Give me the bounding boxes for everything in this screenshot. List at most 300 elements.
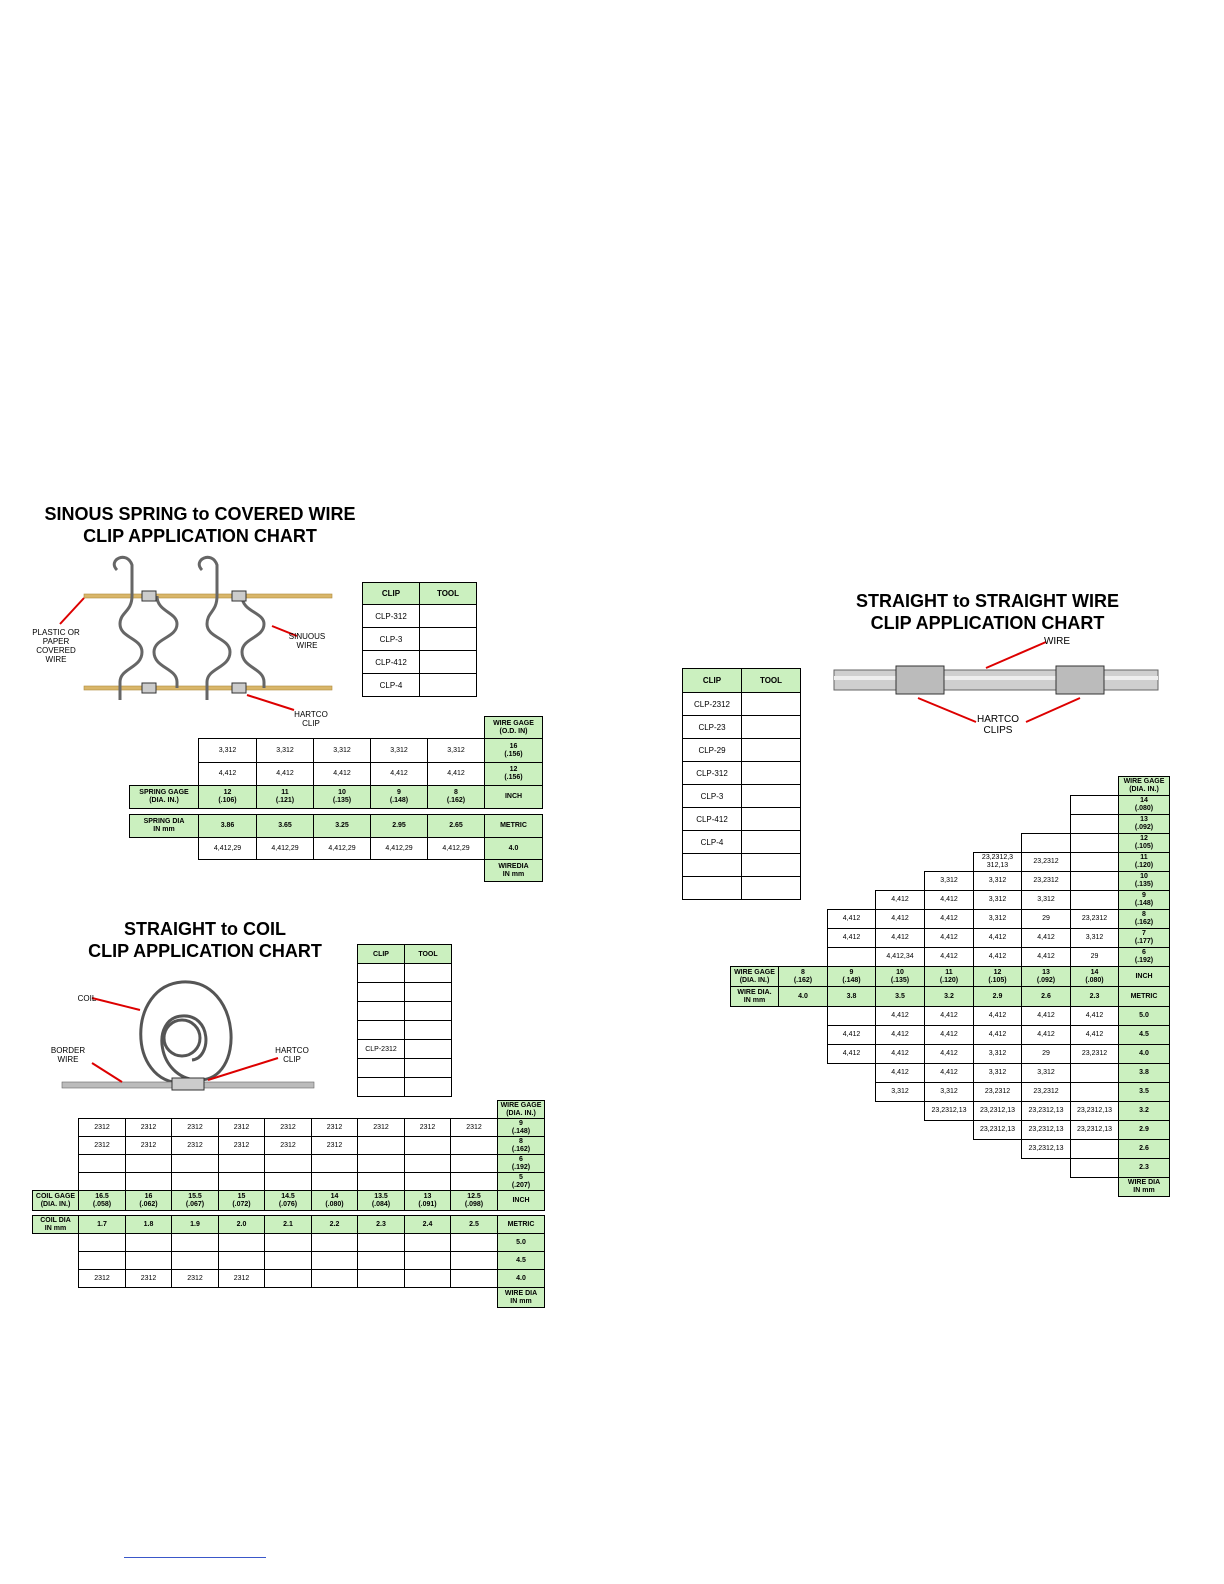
grid-cell: 23,2312,13 — [925, 1102, 974, 1121]
spring-dia-label: SPRING DIA IN mm — [130, 815, 199, 838]
grid-cell — [828, 1007, 876, 1026]
wire-gage-cell: 11 (.120) — [925, 967, 974, 987]
grid-cell: 23,2312 — [1071, 1045, 1119, 1064]
grid-cell: 3,312 — [428, 739, 485, 763]
tool-header: TOOL — [742, 669, 801, 693]
sinuous-wire-label: SINUOUS WIRE — [288, 632, 326, 650]
tool-cell — [420, 605, 477, 628]
grid-cell: 23,2312,13 — [1022, 1121, 1071, 1140]
grid-cell: 4,412,34 — [876, 948, 925, 967]
grid-cell — [358, 1137, 405, 1155]
straight-grid-row — [731, 891, 1170, 910]
clip-cell — [358, 1078, 405, 1097]
grid-cell — [405, 1270, 451, 1288]
grid-cell: 4,412,29 — [314, 838, 371, 860]
wire-gage-cell: 9 (.148) — [828, 967, 876, 987]
coil-hartco-clip-label: HARTCO CLIP — [275, 1046, 309, 1064]
straight-title — [840, 590, 1135, 634]
wire-gage-label: WIRE GAGE (DIA. IN.) — [731, 967, 779, 987]
spring-dia-cell: 2.65 — [428, 815, 485, 838]
sinous-title — [40, 503, 360, 547]
wire-dia-footer: WIRE DIA IN mm — [1119, 1178, 1170, 1197]
grid-cell: 4,412 — [314, 763, 371, 786]
wire-gage-cell: 8 (.162) — [779, 967, 828, 987]
grid-cell: 4,412 — [876, 1064, 925, 1083]
coil-gage-cell: 16 (.062) — [126, 1191, 172, 1211]
grid-cell: 4,412 — [876, 891, 925, 910]
grid-cell: 23,2312 — [1071, 910, 1119, 929]
straight-grid-row — [731, 929, 1170, 948]
clip-cell: CLP-29 — [683, 739, 742, 762]
grid-cell — [405, 1155, 451, 1173]
metric-label: METRIC — [1119, 987, 1170, 1007]
straight-grid-row — [731, 834, 1170, 853]
grid-cell: 23,2312 — [1022, 1083, 1071, 1102]
grid-cell: 2312 — [126, 1137, 172, 1155]
coil-dia-label: COIL DIA IN mm — [33, 1216, 79, 1234]
tool-cell — [742, 716, 801, 739]
wire-gage-cell: 14 (.080) — [1071, 967, 1119, 987]
clip-cell: CLP-312 — [363, 605, 420, 628]
grid-cell: 3,312 — [974, 891, 1022, 910]
grid-cell — [126, 1252, 172, 1270]
grid-cell: 2312 — [265, 1119, 312, 1137]
tool-cell — [742, 739, 801, 762]
wire-gage-cell: 6 (.192) — [1119, 948, 1170, 967]
grid-cell: 2312 — [126, 1119, 172, 1137]
coil-dia-cell: 2.5 — [451, 1216, 498, 1234]
tool-cell — [420, 651, 477, 674]
covered-wire-label: PLASTIC OR PAPER COVERED WIRE — [32, 628, 80, 664]
grid-cell: 4,412 — [974, 1007, 1022, 1026]
clip-cell — [358, 1002, 405, 1021]
tool-header: TOOL — [420, 583, 477, 605]
wire-dia-cell: 2.3 — [1119, 1159, 1170, 1178]
coil-dia-cell: 2.0 — [219, 1216, 265, 1234]
metric-label: METRIC — [498, 1216, 545, 1234]
grid-cell — [172, 1173, 219, 1191]
straight-grid-row — [731, 1159, 1170, 1178]
grid-cell: 4,412 — [199, 763, 257, 786]
straight-grid-row — [731, 872, 1170, 891]
wire-gage-cell: 9 (.148) — [1119, 891, 1170, 910]
grid-cell: 4,412 — [974, 1026, 1022, 1045]
grid-cell — [126, 1234, 172, 1252]
grid-cell: 4,412 — [257, 763, 314, 786]
sinous-grid — [129, 716, 543, 882]
wire-dia-cell: 3.8 — [1119, 1064, 1170, 1083]
wire-dia-label: WIRE DIA. IN mm — [731, 987, 779, 1007]
wire-gage-cell: 10 (.135) — [876, 967, 925, 987]
inch-label: INCH — [485, 786, 543, 809]
grid-cell: 3,312 — [1071, 929, 1119, 948]
grid-cell — [451, 1137, 498, 1155]
clip-cell — [358, 1021, 405, 1040]
grid-cell: 23,2312,13 — [974, 1121, 1022, 1140]
tool-cell — [405, 1059, 452, 1078]
straight-grid-row — [731, 1121, 1170, 1140]
grid-cell: 4,412 — [1071, 1007, 1119, 1026]
clip-cell: CLP-2312 — [683, 693, 742, 716]
grid-cell — [79, 1252, 126, 1270]
grid-cell: 23,2312 — [1022, 853, 1071, 872]
grid-cell — [312, 1270, 358, 1288]
grid-cell — [1071, 853, 1119, 872]
wire-gage-header: WIRE GAGE (O.D. IN) — [485, 717, 543, 739]
coil-dia-cell: 2.1 — [265, 1216, 312, 1234]
wire-gage-cell: 8 (.162) — [1119, 910, 1170, 929]
wire-gage-cell: 16 (.156) — [485, 739, 543, 763]
clip-cell: CLP-4 — [683, 831, 742, 854]
grid-cell — [405, 1252, 451, 1270]
clip-header: CLIP — [363, 583, 420, 605]
grid-cell — [219, 1173, 265, 1191]
coil-grid-row — [33, 1252, 545, 1270]
grid-cell: 2312 — [172, 1119, 219, 1137]
wire-gage-cell: 12 (.105) — [974, 967, 1022, 987]
grid-cell — [1071, 1083, 1119, 1102]
grid-cell — [172, 1155, 219, 1173]
grid-cell: 3,312 — [1022, 891, 1071, 910]
grid-cell — [451, 1173, 498, 1191]
grid-cell: 23,2312,13 — [1022, 1140, 1071, 1159]
straight-title-line1: STRAIGHT to STRAIGHT WIRE — [856, 591, 1119, 611]
grid-cell: 4,412,29 — [257, 838, 314, 860]
grid-cell: 29 — [1022, 910, 1071, 929]
grid-cell: 4,412,29 — [428, 838, 485, 860]
spring-dia-cell: 2.95 — [371, 815, 428, 838]
grid-cell: 4,412 — [876, 1007, 925, 1026]
grid-cell: 23,2312,13 — [1071, 1121, 1119, 1140]
grid-cell — [358, 1252, 405, 1270]
grid-cell: 4,412 — [828, 1045, 876, 1064]
straight-grid-row — [731, 948, 1170, 967]
wire-dia-cell: 5.0 — [1119, 1007, 1170, 1026]
coil-gage-cell: 12.5 (.098) — [451, 1191, 498, 1211]
spring-gage-cell: 11 (.121) — [257, 786, 314, 809]
metric-label: METRIC — [485, 815, 543, 838]
grid-cell: 3,312 — [1022, 1064, 1071, 1083]
tool-cell — [405, 1002, 452, 1021]
tool-cell — [405, 964, 452, 983]
straight-grid-row — [731, 1083, 1170, 1102]
wire-dia-cell: 5.0 — [498, 1234, 545, 1252]
clip-cell: CLP-312 — [683, 762, 742, 785]
coil-title-line2: CLIP APPLICATION CHART — [88, 941, 322, 961]
grid-cell: 4,412 — [1022, 1007, 1071, 1026]
grid-cell: 4,412 — [1022, 929, 1071, 948]
straight-grid-row — [731, 1064, 1170, 1083]
clip-cell: CLP-4 — [363, 674, 420, 697]
spring-dia-cell: 3.86 — [199, 815, 257, 838]
coil-dia-cell: 1.8 — [126, 1216, 172, 1234]
sinous-title-line1: SINOUS SPRING to COVERED WIRE — [44, 504, 356, 524]
grid-cell: 4,412 — [428, 763, 485, 786]
wire-dia-cell: 3.5 — [1119, 1083, 1170, 1102]
grid-cell — [1071, 796, 1119, 815]
wire-dia-cell: 4.0 — [1119, 1045, 1170, 1064]
grid-cell: 2312 — [405, 1119, 451, 1137]
grid-cell — [126, 1155, 172, 1173]
straight-grid-row — [731, 1007, 1170, 1026]
grid-cell — [1071, 1064, 1119, 1083]
grid-cell — [265, 1173, 312, 1191]
coil-gage-cell: 13.5 (.084) — [358, 1191, 405, 1211]
tool-cell — [742, 693, 801, 716]
grid-cell — [265, 1252, 312, 1270]
grid-cell: 2312 — [79, 1270, 126, 1288]
coil-gage-cell: 13 (.091) — [405, 1191, 451, 1211]
coil-gage-cell: 16.5 (.058) — [79, 1191, 126, 1211]
grid-cell: 29 — [1022, 1045, 1071, 1064]
grid-cell — [451, 1252, 498, 1270]
grid-cell: 4,412 — [1022, 1026, 1071, 1045]
grid-cell: 23,2312,13 — [974, 1102, 1022, 1121]
grid-cell: 4,412 — [974, 929, 1022, 948]
sinous-title-line2: CLIP APPLICATION CHART — [83, 526, 317, 546]
wire-dia-cell: 2.9 — [1119, 1121, 1170, 1140]
straight-grid — [730, 776, 1170, 1197]
grid-cell — [1071, 1140, 1119, 1159]
clip-cell — [358, 983, 405, 1002]
grid-cell: 2312 — [451, 1119, 498, 1137]
wire-gage-cell: 6 (.192) — [498, 1155, 545, 1173]
coil-gage-label: COIL GAGE (DIA. IN.) — [33, 1191, 79, 1211]
grid-cell: 3,312 — [974, 910, 1022, 929]
grid-cell: 4,412 — [876, 910, 925, 929]
grid-cell: 3,312 — [925, 872, 974, 891]
wire-dia-cell: 3.2 — [1119, 1102, 1170, 1121]
wire-gage-cell: 10 (.135) — [1119, 872, 1170, 891]
grid-cell: 4,412 — [925, 1026, 974, 1045]
grid-cell — [451, 1155, 498, 1173]
clip-cell: CLP-2312 — [358, 1040, 405, 1059]
grid-cell: 3,312 — [371, 739, 428, 763]
grid-cell: 4,412 — [828, 910, 876, 929]
coil-grid-row — [33, 1173, 545, 1191]
grid-cell — [1071, 815, 1119, 834]
clip-cell — [358, 1059, 405, 1078]
grid-cell: 4,412 — [925, 1007, 974, 1026]
spring-gage-label: SPRING GAGE (DIA. IN.) — [130, 786, 199, 809]
grid-cell: 4,412 — [876, 1026, 925, 1045]
grid-cell — [219, 1155, 265, 1173]
grid-cell: 4,412 — [828, 929, 876, 948]
clip-header: CLIP — [358, 945, 405, 964]
grid-cell — [219, 1252, 265, 1270]
coil-gage-cell: 15.5 (.067) — [172, 1191, 219, 1211]
grid-cell — [79, 1234, 126, 1252]
grid-cell: 4,412 — [876, 929, 925, 948]
grid-cell — [312, 1155, 358, 1173]
straight-grid-row — [731, 1102, 1170, 1121]
wire-dia-cell: 2.6 — [1119, 1140, 1170, 1159]
tool-cell — [405, 1078, 452, 1097]
wire-gage-cell: 8 (.162) — [498, 1137, 545, 1155]
grid-cell — [172, 1252, 219, 1270]
straight-grid-row — [731, 796, 1170, 815]
coil-gage-cell: 14 (.080) — [312, 1191, 358, 1211]
wire-dia-footer: WIREDIA IN mm — [485, 860, 543, 882]
wire-dia-cell: 3.2 — [925, 987, 974, 1007]
grid-cell — [219, 1234, 265, 1252]
wire-dia-cell: 3.8 — [828, 987, 876, 1007]
wire-dia-cell: 2.9 — [974, 987, 1022, 1007]
grid-cell: 4,412 — [925, 948, 974, 967]
coil-dia-cell: 1.9 — [172, 1216, 219, 1234]
wire-gage-cell: 12 (.156) — [485, 763, 543, 786]
grid-cell: 4,412 — [371, 763, 428, 786]
grid-cell: 2312 — [312, 1137, 358, 1155]
wire-dia-footer: WIRE DIA IN mm — [498, 1288, 545, 1308]
wire-dia-cell: 4.0 — [498, 1270, 545, 1288]
grid-cell: 2312 — [79, 1119, 126, 1137]
wire-gage-header: WIRE GAGE (DIA. IN.) — [1119, 777, 1170, 796]
coil-grid-row — [33, 1270, 545, 1288]
straight-title-line2: CLIP APPLICATION CHART — [870, 613, 1105, 633]
grid-cell — [1071, 872, 1119, 891]
grid-cell — [1022, 834, 1071, 853]
spring-gage-cell: 9 (.148) — [371, 786, 428, 809]
grid-cell: 2312 — [172, 1270, 219, 1288]
grid-cell — [358, 1155, 405, 1173]
tool-header: TOOL — [405, 945, 452, 964]
grid-cell — [1071, 891, 1119, 910]
sinous-clip-table — [362, 582, 477, 697]
grid-cell: 3,312 — [314, 739, 371, 763]
inch-label: INCH — [498, 1191, 545, 1211]
grid-cell: 4,412 — [1071, 1026, 1119, 1045]
grid-cell: 2312 — [219, 1137, 265, 1155]
coil-gage-cell: 14.5 (.076) — [265, 1191, 312, 1211]
wire-gage-cell: 12 (.105) — [1119, 834, 1170, 853]
grid-cell: 4,412 — [925, 1045, 974, 1064]
spring-dia-cell: 3.65 — [257, 815, 314, 838]
coil-grid-row — [33, 1137, 545, 1155]
coil-grid-row — [33, 1234, 545, 1252]
grid-cell — [358, 1173, 405, 1191]
grid-cell: 4,412 — [974, 948, 1022, 967]
wire-dia-cell: 4.0 — [485, 838, 543, 860]
straight-grid-row — [731, 910, 1170, 929]
grid-cell: 23,2312,13 — [1022, 1102, 1071, 1121]
grid-cell: 2312 — [79, 1137, 126, 1155]
grid-cell: 4,412 — [925, 891, 974, 910]
wire-dia-cell: 4.0 — [779, 987, 828, 1007]
spring-gage-cell: 8 (.162) — [428, 786, 485, 809]
wire-gage-cell: 5 (.207) — [498, 1173, 545, 1191]
grid-cell: 4,412 — [925, 910, 974, 929]
grid-cell: 3,312 — [925, 1083, 974, 1102]
grid-cell: 2312 — [126, 1270, 172, 1288]
grid-cell: 3,312 — [974, 872, 1022, 891]
grid-cell — [172, 1234, 219, 1252]
grid-cell: 2312 — [172, 1137, 219, 1155]
coil-title — [60, 918, 350, 962]
grid-cell — [358, 1270, 405, 1288]
grid-cell — [126, 1173, 172, 1191]
footer-link-underline — [124, 1557, 266, 1558]
coil-grid-row — [33, 1119, 545, 1137]
wire-dia-cell: 3.5 — [876, 987, 925, 1007]
grid-cell — [312, 1252, 358, 1270]
grid-cell: 3,312 — [974, 1045, 1022, 1064]
wire-gage-cell: 14 (.080) — [1119, 796, 1170, 815]
grid-cell: 2312 — [219, 1119, 265, 1137]
grid-cell: 2312 — [219, 1270, 265, 1288]
wire-gage-cell: 13 (.092) — [1119, 815, 1170, 834]
grid-cell: 4,412 — [828, 1026, 876, 1045]
straight-grid-row — [731, 1140, 1170, 1159]
tool-cell — [420, 628, 477, 651]
clip-cell: CLP-23 — [683, 716, 742, 739]
grid-cell — [312, 1234, 358, 1252]
tool-cell — [420, 674, 477, 697]
wire-gage-header: WIRE GAGE (DIA. IN.) — [498, 1101, 545, 1119]
grid-cell: 3,312 — [974, 1064, 1022, 1083]
grid-cell: 4,412 — [1022, 948, 1071, 967]
grid-cell — [79, 1155, 126, 1173]
grid-cell — [265, 1270, 312, 1288]
grid-cell — [1071, 834, 1119, 853]
coil-gage-cell: 15 (.072) — [219, 1191, 265, 1211]
grid-cell: 2312 — [312, 1119, 358, 1137]
grid-cell: 29 — [1071, 948, 1119, 967]
straight-grid-row — [731, 1026, 1170, 1045]
grid-cell: 2312 — [358, 1119, 405, 1137]
coil-grid — [32, 1100, 545, 1308]
coil-label: COIL — [77, 994, 97, 1003]
coil-clip-table — [357, 944, 452, 1097]
wire-gage-cell: 13 (.092) — [1022, 967, 1071, 987]
grid-cell: 23,2312 — [1022, 872, 1071, 891]
hartco-clips-label: HARTCO CLIPS — [976, 714, 1020, 736]
tool-cell — [405, 983, 452, 1002]
grid-cell: 23,2312,3 312,13 — [974, 853, 1022, 872]
coil-dia-cell: 2.2 — [312, 1216, 358, 1234]
grid-cell — [405, 1137, 451, 1155]
grid-cell — [405, 1234, 451, 1252]
straight-grid-row — [731, 1045, 1170, 1064]
grid-cell — [265, 1234, 312, 1252]
grid-cell — [451, 1234, 498, 1252]
grid-cell — [312, 1173, 358, 1191]
grid-cell — [265, 1155, 312, 1173]
clip-cell: CLP-412 — [363, 651, 420, 674]
wire-gage-cell: 7 (.177) — [1119, 929, 1170, 948]
grid-cell — [405, 1173, 451, 1191]
grid-cell — [358, 1234, 405, 1252]
tool-cell — [405, 1021, 452, 1040]
grid-cell: 3,312 — [199, 739, 257, 763]
straight-grid-row — [731, 853, 1170, 872]
wire-gage-cell: 11 (.120) — [1119, 853, 1170, 872]
grid-cell: 3,312 — [257, 739, 314, 763]
wire-dia-cell: 4.5 — [1119, 1026, 1170, 1045]
spring-gage-cell: 10 (.135) — [314, 786, 371, 809]
grid-cell: 2312 — [265, 1137, 312, 1155]
coil-dia-cell: 2.4 — [405, 1216, 451, 1234]
clip-cell: CLP-3 — [363, 628, 420, 651]
coil-title-line1: STRAIGHT to COIL — [124, 919, 286, 939]
spring-dia-cell: 3.25 — [314, 815, 371, 838]
coil-grid-row — [33, 1155, 545, 1173]
inch-label: INCH — [1119, 967, 1170, 987]
grid-cell: 4,412 — [925, 929, 974, 948]
grid-cell: 4,412 — [925, 1064, 974, 1083]
grid-cell — [1071, 1159, 1119, 1178]
clip-cell — [358, 964, 405, 983]
